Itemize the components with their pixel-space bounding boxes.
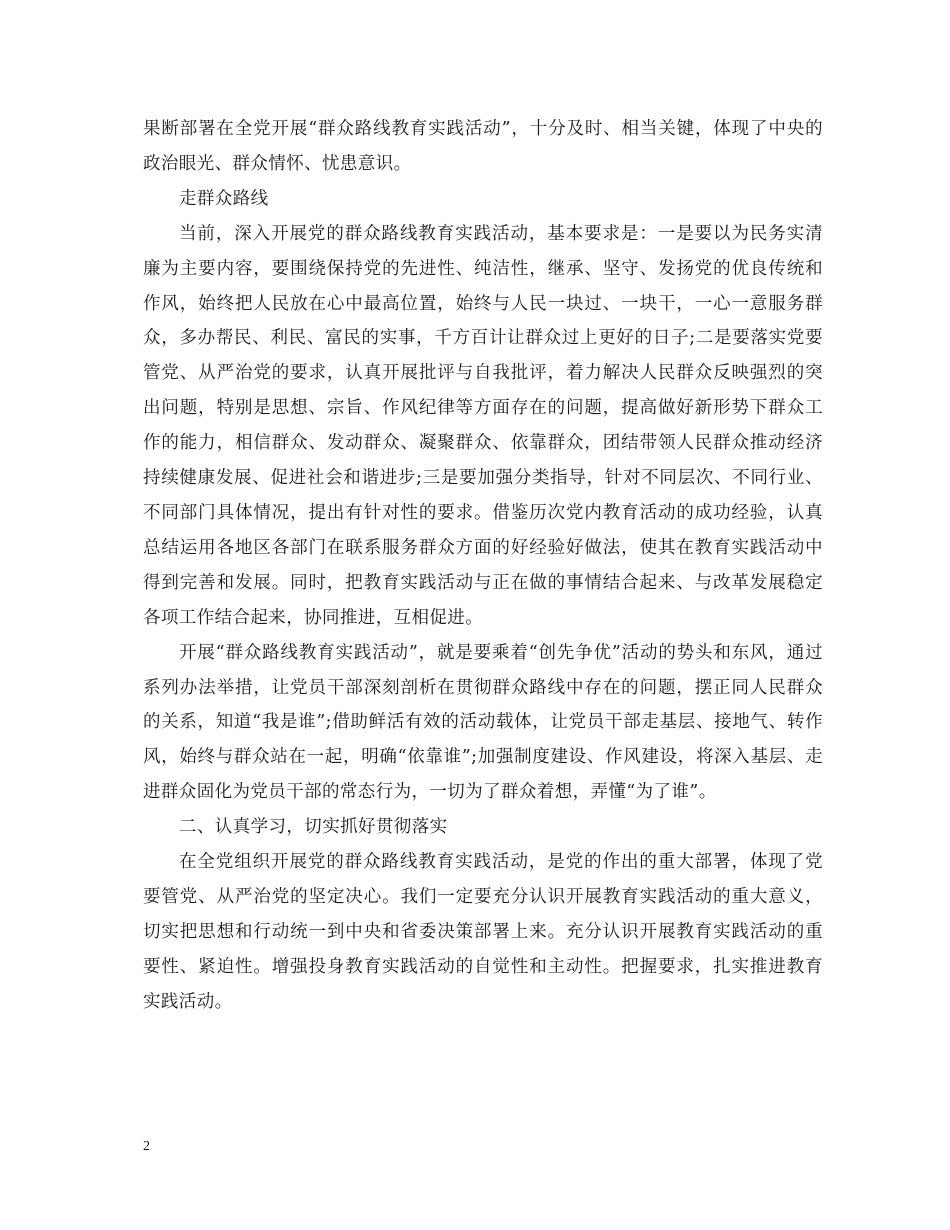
paragraph-intro-continuation: 果断部署在全党开展“群众路线教育实践活动”，十分及时、相当关键，体现了中央的政治眼光、群众情怀、忧患意识。 [143, 119, 823, 174]
paragraph-basic-requirements: 当前，深入开展党的群众路线教育实践活动，基本要求是：一是要以为民务实清廉为主要内容，要围绕保持党的先进性、纯洁性，继承、坚守、发扬党的优良传统和作风，始终把人民放在心中最高位置，始终与人民一块过、一块干，一心一意服务群众，多办帮民、利民、富民的实事，千方百计让群众过上更好的日子;二是要落实党要管党、从严治党的要求，认真开展批评与自我批评，着力解决人民群众反映强烈的突出问题，特别是思想、宗旨、作风纪律等方面存在的问题，提高做好新形势下群众工作的能力，相信群众、发动群众、凝聚群众、依靠群众，团结带领人民群众推动经济持续健康发展、促进社会和谐进步;三是要加强分类指导，针对不同层次、不同行业、不同部门具体情况，提出有针对性的要求。借鉴历次党内教育活动的成功经验，认真总结运用各地区各部门在联系服务群众方面的好经验好做法，使其在教育实践活动中得到完善和发展。同时，把教育实践活动与正在做的事情结合起来、与改革发展稳定各项工作结合起来，协同推进，互相促进。 [143, 223, 823, 628]
page-number: 2 [143, 1139, 150, 1154]
paragraph-campaign-purpose: 开展“群众路线教育实践活动”，就是要乘着“创先争优”活动的势头和东风，通过系列办法举措，让党员干部深刻剖析在贯彻群众路线中存在的问题，摆正同人民群众的关系，知道“我是谁”;借助鲜活有效的活动载体，让党员干部走基层、接地气、转作风，始终与群众站在一起，明确“依靠谁”;加强制度建设、作风建设，将深入基层、走进群众固化为党员干部的常态行为，一切为了群众着想，弄懂“为了谁”。 [143, 642, 823, 803]
paragraph-study-implementation: 在全党组织开展党的群众路线教育实践活动，是党的作出的重大部署，体现了党要管党、从严治党的坚定决心。我们一定要充分认识开展教育实践活动的重大意义，切实把思想和行动统一到中央和省委决策部署上来。充分认识开展教育实践活动的重要性、紧迫性。增强投身教育实践活动的自觉性和主动性。把握要求，扎实推进教育实践活动。 [143, 852, 823, 1012]
section-heading-mass-line: 走群众路线 [179, 188, 269, 209]
section-heading-study: 二、认真学习，切实抓好贯彻落实 [179, 817, 448, 838]
document-body [143, 112, 823, 1020]
